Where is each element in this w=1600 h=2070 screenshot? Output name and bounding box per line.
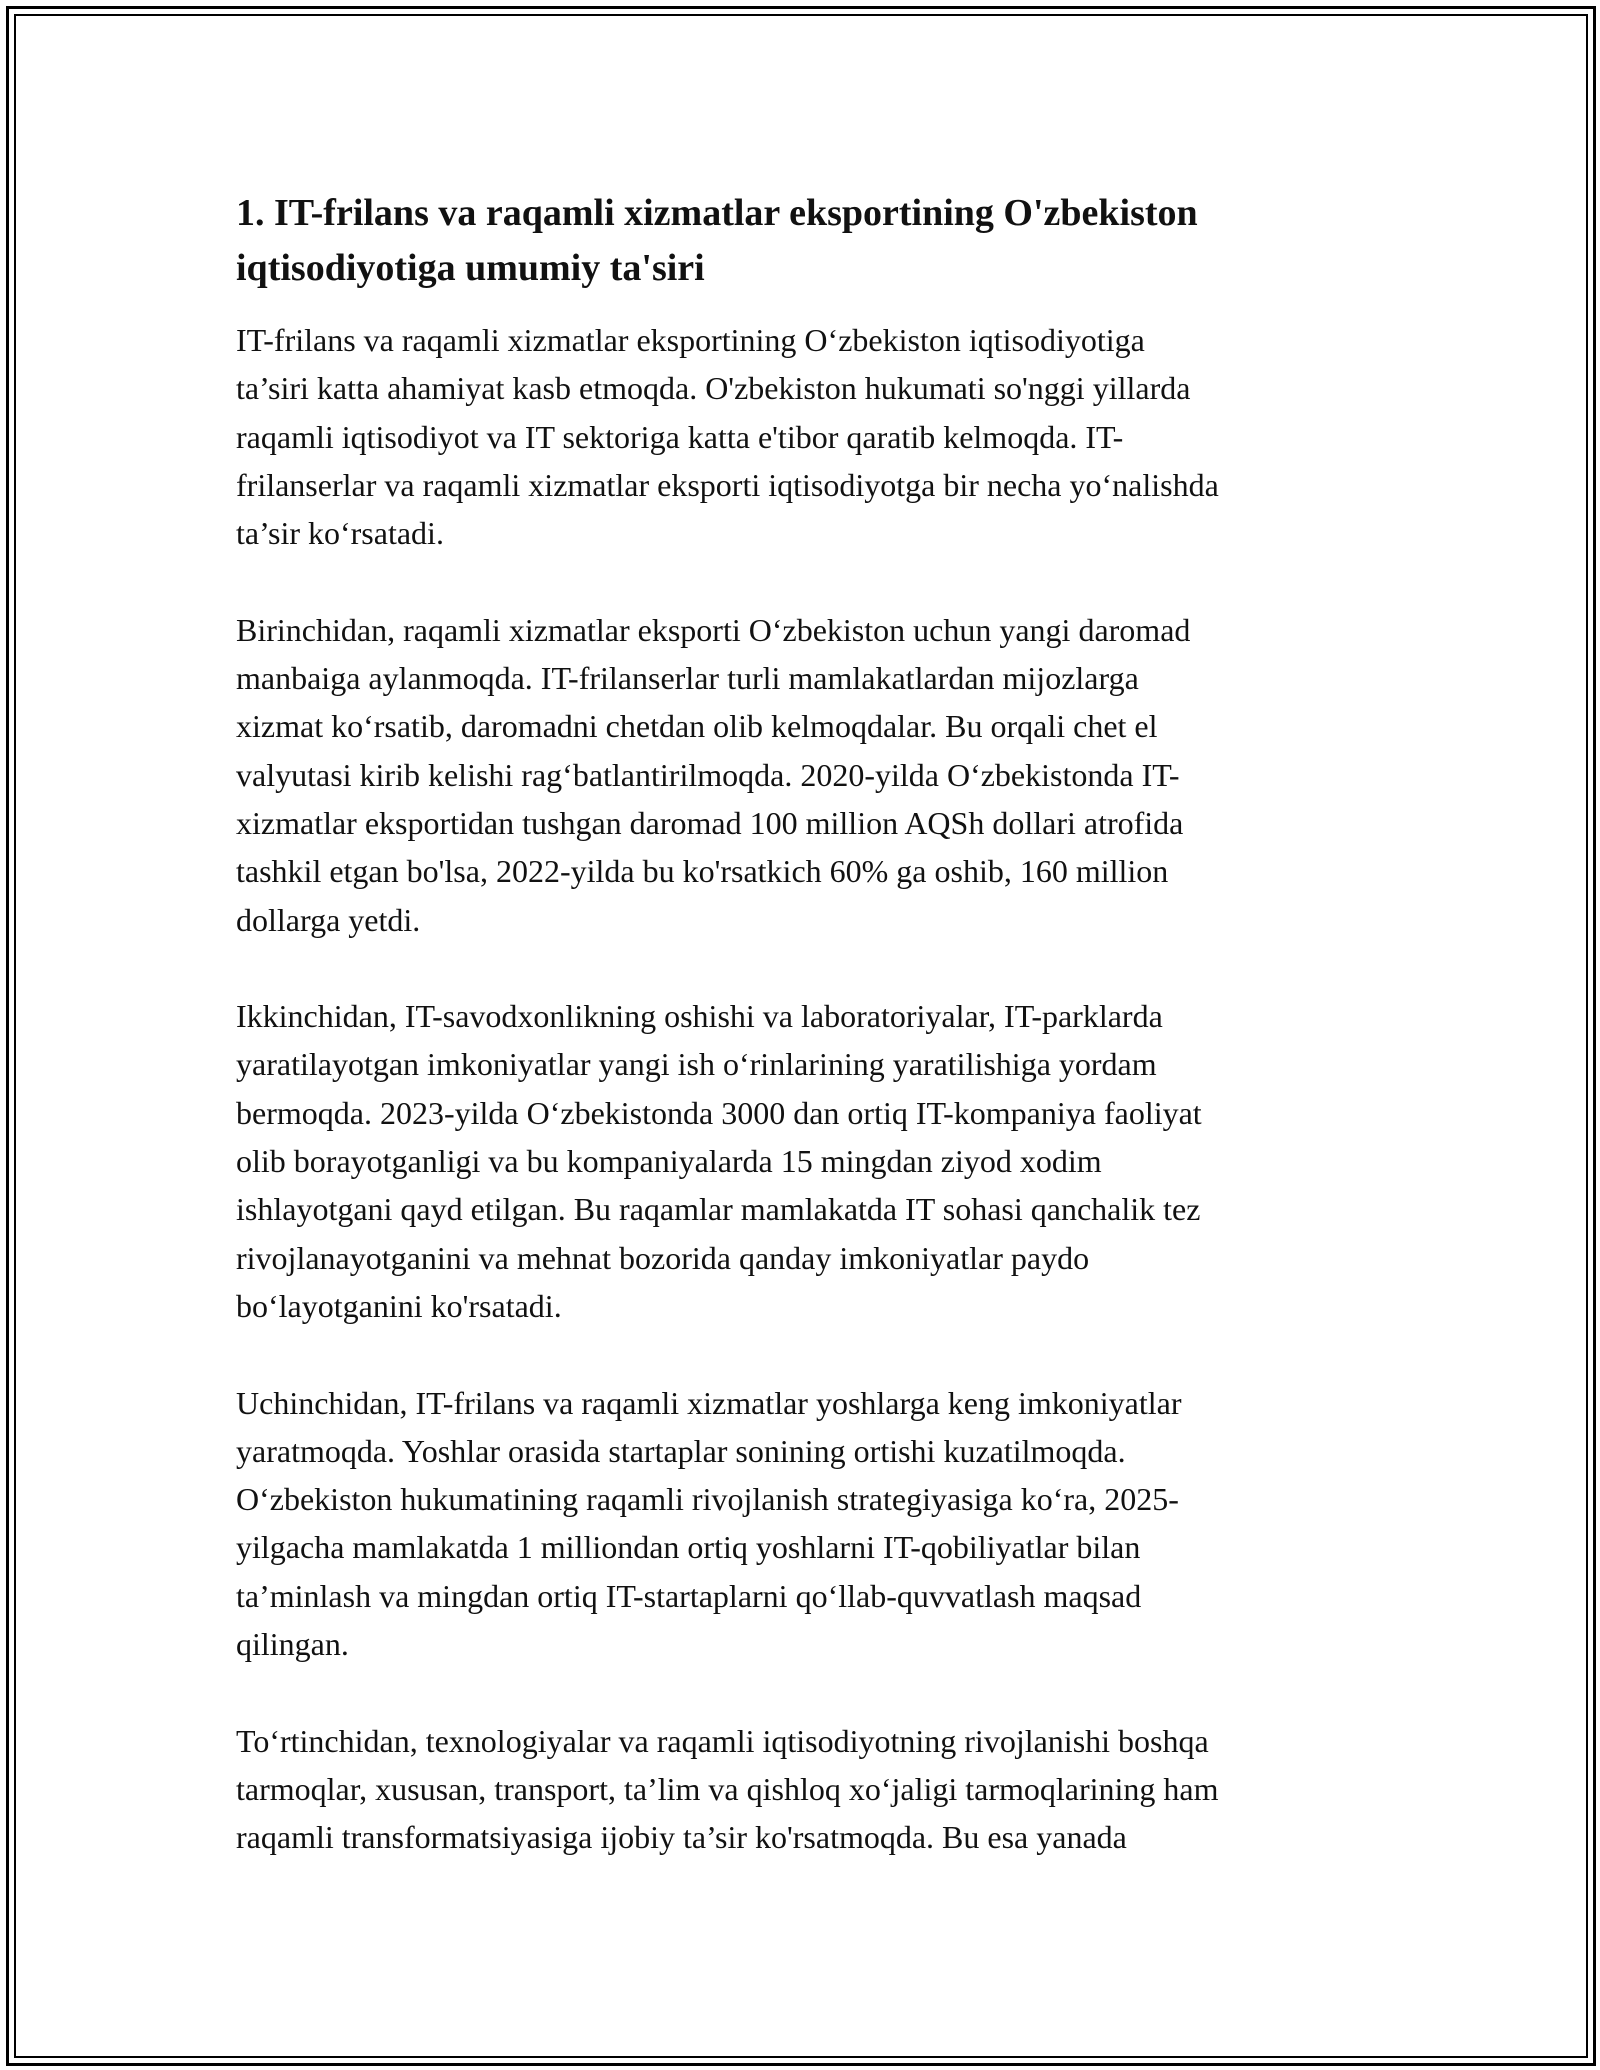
paragraph-line: olib borayotganligi va bu kompaniyalarda 15 mingdan ziyod xodim xyxy=(236,1143,1102,1180)
paragraph-line: bo‘layotganini ko'rsatadi. xyxy=(236,1287,562,1324)
paragraph-line: Ikkinchidan, IT-savodxonlikning oshishi va laboratoriyalar, IT-parklarda xyxy=(236,998,1163,1035)
paragraph-line: xizmatlar eksportidan tushgan daromad 100 million AQSh dollari atrofida xyxy=(236,804,1184,841)
paragraph-line: valyutasi kirib kelishi rag‘batlantirilmoqda. 2020-yilda O‘zbekistonda IT- xyxy=(236,756,1180,793)
paragraph-line: yilgacha mamlakatda 1 milliondan ortiq yoshlarni IT-qobiliyatlar bilan xyxy=(236,1529,1141,1566)
paragraph-line: Birinchidan, raqamli xizmatlar eksporti O‘zbekiston uchun yangi daromad xyxy=(236,611,1191,648)
paragraph-line: bermoqda. 2023-yilda O‘zbekistonda 3000 dan ortiq IT-kompaniya faoliyat xyxy=(236,1094,1202,1131)
paragraph-line: raqamli iqtisodiyot va IT sektoriga katta e'tibor qaratib kelmoqda. IT- xyxy=(236,418,1124,455)
paragraph-line: yaratmoqda. Yoshlar orasida startaplar sonining ortishi kuzatilmoqda. xyxy=(236,1432,1126,1469)
paragraph-line: rivojlanayotganini va mehnat bozorida qanday imkoniyatlar paydo xyxy=(236,1239,1090,1276)
paragraph-line: qilingan. xyxy=(236,1626,349,1663)
paragraph-intro xyxy=(236,316,1376,557)
paragraph-line: yaratilayotgan imkoniyatlar yangi ish o‘rinlarining yaratilishiga yordam xyxy=(236,1046,1157,1083)
paragraph-line: O‘zbekiston hukumatining raqamli rivojlanish strategiyasiga ko‘ra, 2025- xyxy=(236,1481,1179,1518)
paragraph-line: Uchinchidan, IT-frilans va raqamli xizmatlar yoshlarga keng imkoniyatlar xyxy=(236,1384,1182,1421)
paragraph-line: To‘rtinchidan, texnologiyalar va raqamli iqtisodiyotning rivojlanishi boshqa xyxy=(236,1722,1209,1759)
paragraph-line: tashkil etgan bo'lsa, 2022-yilda bu ko'rsatkich 60% ga oshib, 160 million xyxy=(236,853,1169,890)
paragraph-line: ishlayotgani qayd etilgan. Bu raqamlar mamlakatda IT sohasi qanchalik tez xyxy=(236,1191,1201,1228)
paragraph-line: ta’sir ko‘rsatadi. xyxy=(236,515,444,552)
paragraph-line: frilanserlar va raqamli xizmatlar eksporti iqtisodiyotga bir necha yo‘nalishda xyxy=(236,466,1219,503)
paragraph-line: tarmoqlar, xususan, transport, ta’lim va qishloq xo‘jaligi tarmoqlarining ham xyxy=(236,1770,1219,1807)
paragraph-line: xizmat ko‘rsatib, daromadni chetdan olib kelmoqdalar. Bu orqali chet el xyxy=(236,708,1158,745)
paragraph-line: manbaiga aylanmoqda. IT-frilanserlar turli mamlakatlardan mijozlarga xyxy=(236,660,1139,697)
heading-line: 1. IT-frilans va raqamli xizmatlar eksportining O'zbekiston xyxy=(236,192,1198,234)
heading-line: iqtisodiyotiga umumiy ta'siri xyxy=(236,247,705,289)
paragraph-line: raqamli transformatsiyasiga ijobiy ta’sir ko'rsatmoqda. Bu esa yanada xyxy=(236,1819,1127,1856)
paragraph-third xyxy=(236,1379,1376,1669)
paragraph-line: dollarga yetdi. xyxy=(236,901,421,938)
paragraph-second xyxy=(236,992,1376,1330)
paragraph-line: IT-frilans va raqamli xizmatlar eksportining O‘zbekiston iqtisodiyotiga xyxy=(236,322,1145,358)
section-heading xyxy=(236,186,1376,296)
paragraph-line: ta’minlash va mingdan ortiq IT-startaplarni qo‘llab-quvvatlash maqsad xyxy=(236,1577,1142,1614)
paragraph-line: ta’siri katta ahamiyat kasb etmoqda. O'zbekiston hukumati so'nggi yillarda xyxy=(236,370,1191,407)
paragraph-first xyxy=(236,606,1376,944)
paragraph-fourth xyxy=(236,1717,1376,1862)
document-body xyxy=(236,186,1376,1910)
